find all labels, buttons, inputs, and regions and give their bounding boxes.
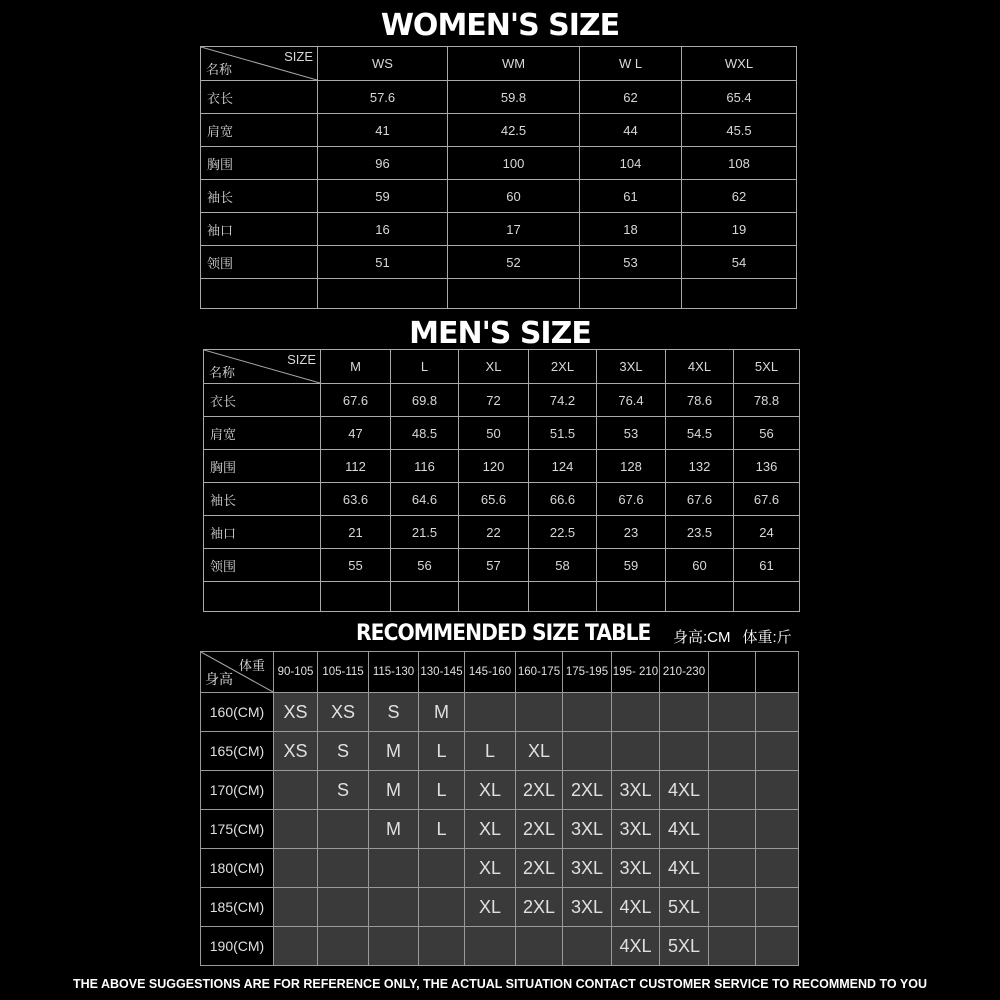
recommended-size-cell [709, 732, 756, 771]
measurement-value: 112 [321, 450, 391, 483]
recommended-size-cell [563, 693, 612, 732]
measurement-value: 42.5 [448, 114, 580, 147]
measurement-value: 23 [597, 516, 666, 549]
measurement-value: 44 [580, 114, 682, 147]
empty-cell [318, 279, 448, 309]
measurement-value: 116 [391, 450, 459, 483]
recommended-size-cell [612, 693, 660, 732]
measurement-value: 56 [734, 417, 800, 450]
measurement-value: 67.6 [734, 483, 800, 516]
measurement-value: 66.6 [529, 483, 597, 516]
measurement-value: 61 [580, 180, 682, 213]
measurement-value: 100 [448, 147, 580, 180]
empty-row [204, 582, 800, 612]
measurement-value: 51.5 [529, 417, 597, 450]
measurement-value: 55 [321, 549, 391, 582]
recommended-size-cell [709, 888, 756, 927]
empty-cell [391, 582, 459, 612]
size-column-header: L [391, 350, 459, 384]
recommended-size-cell: S [369, 693, 419, 732]
size-column-header: 2XL [529, 350, 597, 384]
measurement-value: 96 [318, 147, 448, 180]
measurement-value: 47 [321, 417, 391, 450]
recommended-size-cell: 3XL [612, 771, 660, 810]
measurement-value: 54.5 [666, 417, 734, 450]
height-label: 185(CM) [201, 888, 274, 927]
recommended-size-cell [419, 888, 465, 927]
recommended-size-cell [274, 849, 318, 888]
measurement-row [204, 417, 800, 450]
size-column-header: WM [448, 47, 580, 81]
height-row [201, 810, 799, 849]
measurement-row [201, 114, 797, 147]
measurement-label: 袖口 [201, 213, 318, 246]
recommended-size-cell: 4XL [660, 810, 709, 849]
measurement-label: 袖长 [204, 483, 321, 516]
recommended-size-cell: XS [274, 732, 318, 771]
measurement-value: 41 [318, 114, 448, 147]
mens-size-table [203, 349, 800, 612]
recommended-size-cell [419, 927, 465, 966]
measurement-value: 61 [734, 549, 800, 582]
recommended-size-cell [274, 810, 318, 849]
height-label: 180(CM) [201, 849, 274, 888]
recommended-size-cell [563, 927, 612, 966]
recommended-size-table [200, 651, 799, 966]
measurement-value: 69.8 [391, 384, 459, 417]
measurement-value: 21 [321, 516, 391, 549]
measurement-value: 62 [580, 81, 682, 114]
recommended-size-cell: 3XL [563, 849, 612, 888]
size-column-header: 5XL [734, 350, 800, 384]
recommended-size-cell: 4XL [660, 849, 709, 888]
empty-cell [201, 279, 318, 309]
measurement-value: 60 [448, 180, 580, 213]
measurement-value: 22.5 [529, 516, 597, 549]
recommended-size-cell: 2XL [516, 888, 563, 927]
recommended-size-cell [660, 693, 709, 732]
measurement-row [201, 246, 797, 279]
measurement-value: 57 [459, 549, 529, 582]
measurement-value: 120 [459, 450, 529, 483]
measurement-label: 肩宽 [204, 417, 321, 450]
height-row [201, 927, 799, 966]
recommended-size-cell: 4XL [612, 888, 660, 927]
recommended-size-cell [756, 888, 799, 927]
recommended-size-cell: L [419, 771, 465, 810]
weight-header-row [201, 652, 799, 693]
recommended-size-cell [465, 693, 516, 732]
recommended-size-cell: XS [318, 693, 369, 732]
recommended-size-cell: S [318, 732, 369, 771]
measurement-row [201, 81, 797, 114]
weight-range-header: 115-130 [369, 652, 419, 693]
weight-range-header: 90-105 [274, 652, 318, 693]
recommended-size-cell [709, 849, 756, 888]
measurement-value: 60 [666, 549, 734, 582]
measurement-value: 78.6 [666, 384, 734, 417]
measurement-value: 65.4 [682, 81, 797, 114]
recommended-size-cell: 3XL [612, 849, 660, 888]
measurement-value: 59 [318, 180, 448, 213]
measurement-value: 53 [580, 246, 682, 279]
header-row [204, 350, 800, 384]
weight-range-header: 145-160 [465, 652, 516, 693]
measurement-value: 50 [459, 417, 529, 450]
recommended-size-cell [419, 849, 465, 888]
measurement-value: 63.6 [321, 483, 391, 516]
recommended-size-cell [274, 888, 318, 927]
recommended-size-cell: 5XL [660, 927, 709, 966]
weight-range-header: 210-230 [660, 652, 709, 693]
measurement-value: 65.6 [459, 483, 529, 516]
weight-range-header: 195- 210 [612, 652, 660, 693]
recommended-size-cell: 3XL [563, 888, 612, 927]
height-row [201, 693, 799, 732]
height-label: 190(CM) [201, 927, 274, 966]
mens-size-title: MEN'S SIZE [409, 316, 591, 351]
measurement-label: 胸围 [201, 147, 318, 180]
recommended-size-cell: 2XL [516, 771, 563, 810]
weight-range-header [756, 652, 799, 693]
size-column-header: XL [459, 350, 529, 384]
recommended-size-cell: L [419, 732, 465, 771]
measurement-value: 56 [391, 549, 459, 582]
recommended-size-cell [756, 927, 799, 966]
recommended-size-cell [756, 732, 799, 771]
weight-range-header: 175-195 [563, 652, 612, 693]
womens-size-table [200, 46, 797, 309]
size-column-header: 3XL [597, 350, 666, 384]
recommended-size-cell: 2XL [516, 810, 563, 849]
recommended-size-cell: XL [465, 849, 516, 888]
recommended-size-cell: M [419, 693, 465, 732]
recommended-size-cell: 4XL [612, 927, 660, 966]
recommended-size-cell: 2XL [563, 771, 612, 810]
recommended-size-cell [318, 927, 369, 966]
recommended-size-cell: S [318, 771, 369, 810]
measurement-label: 领围 [201, 246, 318, 279]
height-label: 165(CM) [201, 732, 274, 771]
corner-weight-label: 体重 [238, 658, 265, 673]
size-column-header: M [321, 350, 391, 384]
measurement-value: 45.5 [682, 114, 797, 147]
recommended-size-cell [709, 771, 756, 810]
measurement-value: 78.8 [734, 384, 800, 417]
size-column-header: WS [318, 47, 448, 81]
empty-cell [580, 279, 682, 309]
measurement-value: 104 [580, 147, 682, 180]
empty-cell [321, 582, 391, 612]
measurement-value: 108 [682, 147, 797, 180]
corner-name-label: 名称 [206, 62, 233, 77]
unit-weight: 体重:斤 [742, 629, 792, 646]
recommended-size-cell [516, 927, 563, 966]
measurement-row [204, 384, 800, 417]
recommended-size-cell: XL [465, 771, 516, 810]
height-row [201, 732, 799, 771]
weight-range-header: 105-115 [318, 652, 369, 693]
height-label: 160(CM) [201, 693, 274, 732]
measurement-value: 124 [529, 450, 597, 483]
measurement-value: 76.4 [597, 384, 666, 417]
recommended-size-cell [756, 810, 799, 849]
empty-cell [529, 582, 597, 612]
recommended-size-cell: M [369, 810, 419, 849]
measurement-value: 53 [597, 417, 666, 450]
recommended-size-cell [318, 849, 369, 888]
recommended-size-cell [756, 771, 799, 810]
recommended-size-cell: XL [516, 732, 563, 771]
measurement-row [204, 450, 800, 483]
empty-cell [459, 582, 529, 612]
recommended-size-cell: L [465, 732, 516, 771]
recommended-size-cell [465, 927, 516, 966]
measurement-label: 胸围 [204, 450, 321, 483]
recommended-size-cell [516, 693, 563, 732]
measurement-label: 衣长 [201, 81, 318, 114]
measurement-row [201, 213, 797, 246]
recommended-size-cell [274, 771, 318, 810]
corner-cell [201, 652, 274, 693]
measurement-value: 51 [318, 246, 448, 279]
measurement-row [201, 147, 797, 180]
height-label: 175(CM) [201, 810, 274, 849]
recommended-size-cell: XL [465, 810, 516, 849]
recommended-size-cell [709, 810, 756, 849]
measurement-value: 74.2 [529, 384, 597, 417]
measurement-value: 59 [597, 549, 666, 582]
header-row [201, 47, 797, 81]
recommended-size-cell [274, 927, 318, 966]
corner-size-label: SIZE [284, 49, 313, 64]
measurement-value: 58 [529, 549, 597, 582]
recommended-size-cell: XS [274, 693, 318, 732]
measurement-row [204, 516, 800, 549]
corner-cell [204, 350, 321, 384]
measurement-value: 67.6 [321, 384, 391, 417]
recommended-size-cell [369, 888, 419, 927]
weight-range-header: 130-145 [419, 652, 465, 693]
recommended-size-cell: 5XL [660, 888, 709, 927]
measurement-value: 24 [734, 516, 800, 549]
measurement-value: 128 [597, 450, 666, 483]
empty-cell [666, 582, 734, 612]
measurement-label: 袖口 [204, 516, 321, 549]
measurement-row [204, 483, 800, 516]
measurement-value: 67.6 [666, 483, 734, 516]
recommended-size-cell: 2XL [516, 849, 563, 888]
measurement-value: 52 [448, 246, 580, 279]
recommended-size-cell: M [369, 771, 419, 810]
footer-disclaimer: THE ABOVE SUGGESTIONS ARE FOR REFERENCE ONLY, THE ACTUAL SITUATION CONTACT CUSTOMER SERVICE TO RECOMMEND TO YOU [72, 977, 927, 991]
recommended-size-cell: 3XL [612, 810, 660, 849]
height-row [201, 888, 799, 927]
measurement-value: 59.8 [448, 81, 580, 114]
recommended-size-cell [318, 810, 369, 849]
measurement-value: 136 [734, 450, 800, 483]
recommended-size-cell: 3XL [563, 810, 612, 849]
measurement-value: 57.6 [318, 81, 448, 114]
recommended-size-cell [660, 732, 709, 771]
recommended-size-cell [756, 849, 799, 888]
corner-cell [201, 47, 318, 81]
measurement-value: 19 [682, 213, 797, 246]
recommended-size-cell: M [369, 732, 419, 771]
recommended-size-cell: XL [465, 888, 516, 927]
recommended-size-cell [612, 732, 660, 771]
recommended-size-cell [563, 732, 612, 771]
measurement-row [204, 549, 800, 582]
height-row [201, 849, 799, 888]
measurement-value: 64.6 [391, 483, 459, 516]
measurement-label: 袖长 [201, 180, 318, 213]
measurement-label: 衣长 [204, 384, 321, 417]
measurement-value: 21.5 [391, 516, 459, 549]
size-column-header: 4XL [666, 350, 734, 384]
recommended-size-cell [756, 693, 799, 732]
recommended-size-title: RECOMMENDED SIZE TABLE [356, 621, 651, 646]
measurement-value: 132 [666, 450, 734, 483]
measurement-value: 54 [682, 246, 797, 279]
empty-cell [597, 582, 666, 612]
corner-name-label: 名称 [209, 365, 236, 380]
measurement-label: 领围 [204, 549, 321, 582]
measurement-value: 22 [459, 516, 529, 549]
measurement-value: 23.5 [666, 516, 734, 549]
measurement-value: 17 [448, 213, 580, 246]
height-label: 170(CM) [201, 771, 274, 810]
height-row [201, 771, 799, 810]
size-column-header: W L [580, 47, 682, 81]
recommended-size-cell: 4XL [660, 771, 709, 810]
measurement-value: 72 [459, 384, 529, 417]
recommended-size-cell: L [419, 810, 465, 849]
empty-cell [682, 279, 797, 309]
corner-size-label: SIZE [287, 352, 316, 367]
measurement-value: 16 [318, 213, 448, 246]
recommended-size-cell [709, 693, 756, 732]
measurement-row [201, 180, 797, 213]
empty-cell [734, 582, 800, 612]
unit-height: 身高:CM [673, 629, 731, 646]
corner-height-label: 身高 [205, 671, 233, 687]
measurement-value: 67.6 [597, 483, 666, 516]
recommended-size-cell [318, 888, 369, 927]
womens-size-title: WOMEN'S SIZE [380, 8, 620, 43]
weight-range-header: 160-175 [516, 652, 563, 693]
measurement-value: 62 [682, 180, 797, 213]
measurement-value: 18 [580, 213, 682, 246]
size-column-header: WXL [682, 47, 797, 81]
units-note [673, 626, 804, 647]
recommended-size-cell [369, 927, 419, 966]
weight-range-header [709, 652, 756, 693]
empty-cell [204, 582, 321, 612]
measurement-value: 48.5 [391, 417, 459, 450]
recommended-size-cell [369, 849, 419, 888]
recommended-size-cell [709, 927, 756, 966]
empty-row [201, 279, 797, 309]
measurement-label: 肩宽 [201, 114, 318, 147]
empty-cell [448, 279, 580, 309]
